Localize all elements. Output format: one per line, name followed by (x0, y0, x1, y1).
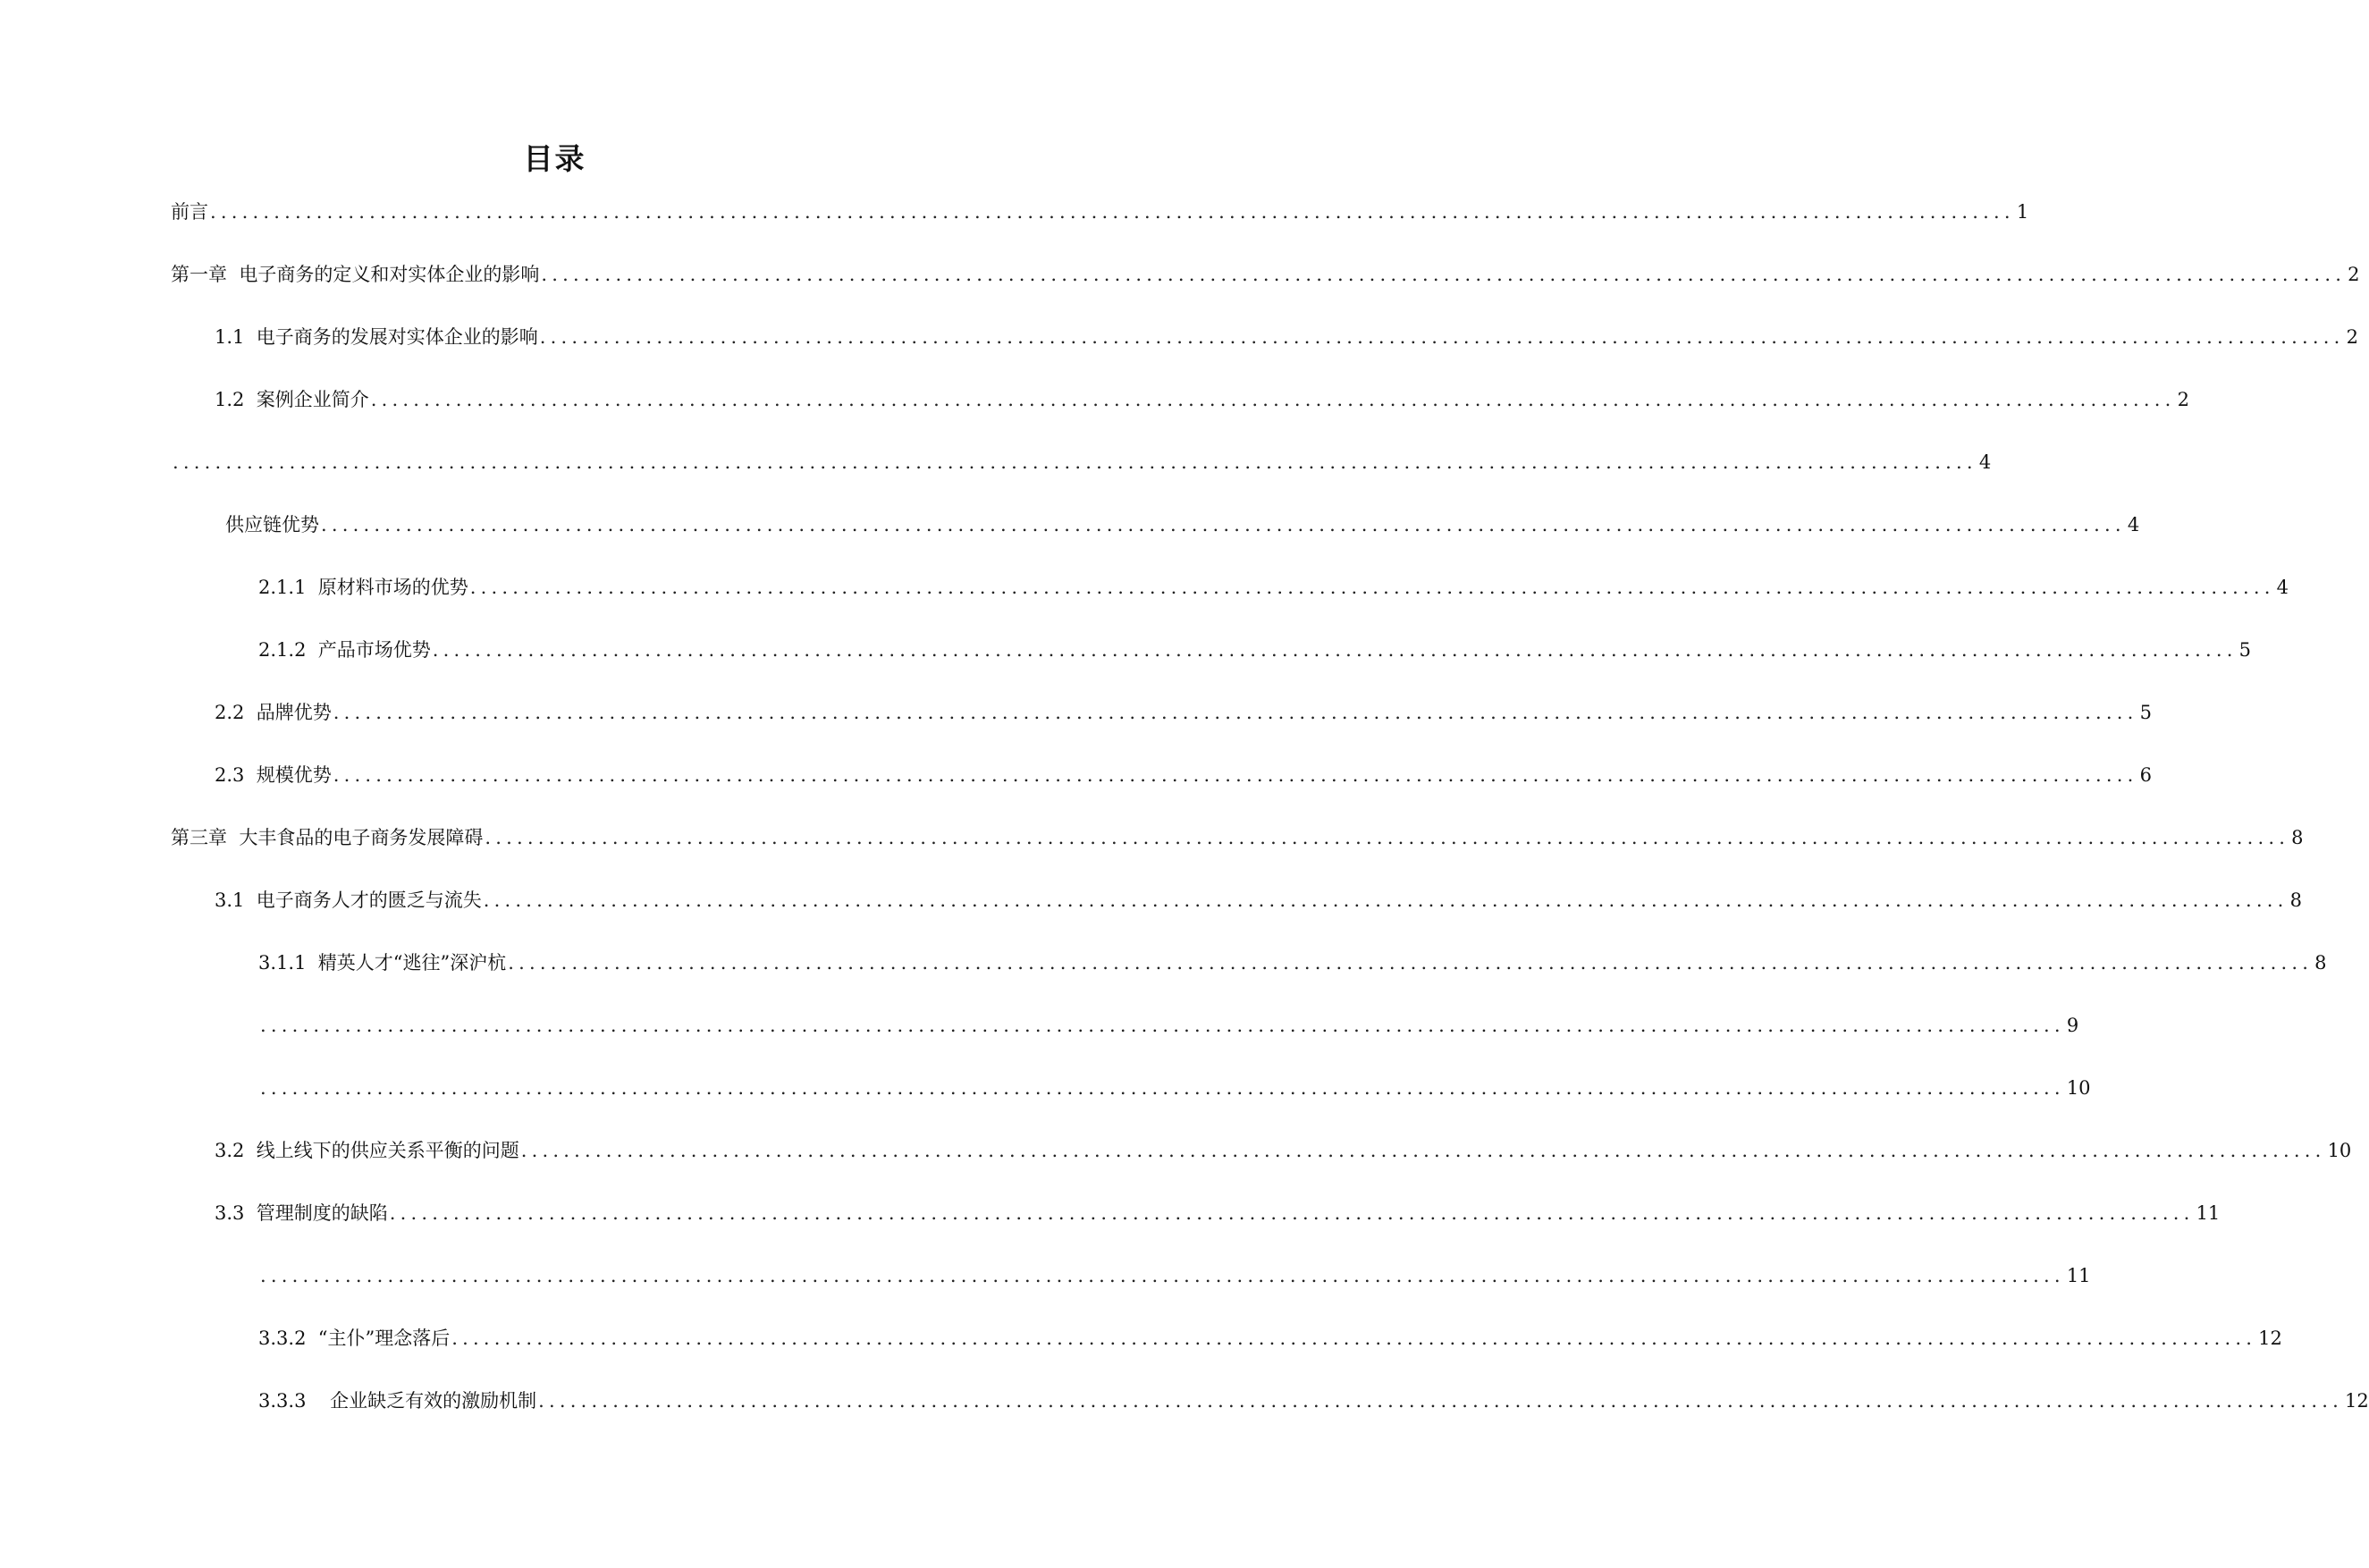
toc-dot-leader: .......................................................................................................................................................................... (333, 764, 2138, 786)
toc-dot-leader: .......................................................................................................................................................................... (260, 1265, 2065, 1286)
toc-page-number: 6 (2139, 764, 2152, 786)
toc-dot-leader: .......................................................................................................................................................................... (321, 514, 2126, 535)
toc-entry[interactable] (0, 824, 2304, 887)
toc-page-number: 2 (2348, 264, 2360, 285)
toc-entry[interactable] (0, 949, 2327, 1012)
toc-dot-leader: .......................................................................................................................................................................... (432, 639, 2238, 661)
toc-page-number: 8 (2291, 827, 2304, 848)
toc-entry-title: 1.2 案例企业简介 (215, 389, 369, 410)
toc-entry[interactable] (0, 1012, 2079, 1075)
toc-dot-leader: .......................................................................................................................................................................... (210, 201, 2015, 223)
toc-title: 目录 (523, 141, 586, 176)
toc-entry[interactable] (0, 636, 2251, 699)
toc-page-number: 5 (2139, 702, 2152, 723)
toc-entry-title: 第一章 电子商务的定义和对实体企业的影响 (171, 264, 540, 285)
toc-entry-title: 前言 (171, 201, 208, 223)
toc-entry[interactable] (0, 1262, 2091, 1325)
toc-dot-leader: .......................................................................................................................................................................... (485, 827, 2290, 848)
toc-entry[interactable] (0, 511, 2140, 574)
toc-page-number: 10 (2327, 1140, 2352, 1161)
toc-page-number: 2 (2177, 389, 2189, 410)
toc-entry-title: 3.3.2 “主仆”理念落后 (258, 1328, 451, 1349)
toc-page-number: 4 (2127, 514, 2140, 535)
toc-entry-title: 第三章 大丰食品的电子商务发展障碍 (171, 827, 484, 848)
toc-dot-leader: .......................................................................................................................................................................... (333, 702, 2138, 723)
toc-entry-title: 3.1.1 精英人才“逃往”深沪杭 (258, 952, 507, 974)
toc-entry-title: 2.3 规模优势 (215, 764, 332, 786)
toc-dot-leader: .......................................................................................................................................................................... (541, 264, 2347, 285)
toc-dot-leader: .......................................................................................................................................................................... (538, 1390, 2343, 1412)
toc-entry[interactable] (0, 699, 2152, 762)
toc-dot-leader: .......................................................................................................................................................................... (539, 326, 2345, 348)
toc-entry[interactable] (0, 1137, 2352, 1200)
toc-entry[interactable] (0, 261, 2360, 324)
toc-page-number: 12 (2344, 1390, 2369, 1412)
toc-page-number: 2 (2346, 326, 2358, 348)
toc-dot-leader: .......................................................................................................................................................................... (483, 889, 2289, 911)
toc-entry-title: 3.2 线上线下的供应关系平衡的问题 (215, 1140, 519, 1161)
toc-entry[interactable] (0, 386, 2189, 449)
toc-dot-leader: .......................................................................................................................................................................... (260, 1015, 2065, 1036)
toc-entry[interactable] (0, 1325, 2282, 1387)
toc-page-number: 5 (2238, 639, 2251, 661)
toc-entry[interactable] (0, 324, 2358, 386)
toc-entry-title: 3.3 管理制度的缺陷 (215, 1202, 388, 1224)
toc-page-number: 4 (1978, 451, 1992, 473)
toc-entry[interactable] (0, 198, 2029, 261)
toc-entry-title: 2.1.2 产品市场优势 (258, 639, 431, 661)
toc-entry-title: 2.2 品牌优势 (215, 702, 332, 723)
toc-entry-title: 2.1.1 原材料市场的优势 (258, 577, 468, 598)
toc-page-number: 8 (2289, 889, 2302, 911)
toc-entry-title: 3.3.3 企业缺乏有效的激励机制 (258, 1390, 537, 1412)
toc-dot-leader: .......................................................................................................................................................................... (520, 1140, 2326, 1161)
toc-dot-leader: .......................................................................................................................................................................... (451, 1328, 2257, 1349)
toc-page-number: 8 (2314, 952, 2327, 974)
toc-dot-leader: .......................................................................................................................................................................... (389, 1202, 2195, 1224)
toc-entry-title: 1.1 电子商务的发展对实体企业的影响 (215, 326, 538, 348)
toc-page-number: 1 (2016, 201, 2029, 223)
toc-page-number: 9 (2066, 1015, 2079, 1036)
toc-entry[interactable] (0, 1200, 2221, 1262)
table-of-contents (0, 198, 2369, 1450)
toc-dot-leader: .......................................................................................................................................................................... (508, 952, 2314, 974)
toc-dot-leader: .......................................................................................................................................................................... (469, 577, 2275, 598)
toc-entry-title: 供应链优势 (225, 514, 319, 535)
toc-page-number: 11 (2196, 1202, 2221, 1224)
toc-dot-leader: .......................................................................................................................................................................... (173, 451, 1977, 473)
toc-entry[interactable] (0, 887, 2302, 949)
toc-entry[interactable] (0, 574, 2289, 636)
toc-entry[interactable] (0, 1075, 2091, 1137)
toc-page-number: 11 (2066, 1265, 2091, 1286)
toc-dot-leader: .......................................................................................................................................................................... (260, 1077, 2065, 1099)
toc-page-number: 4 (2276, 577, 2289, 598)
toc-entry-title: 3.1 电子商务人才的匮乏与流失 (215, 889, 482, 911)
toc-entry[interactable] (0, 1387, 2369, 1450)
toc-page-number: 12 (2258, 1328, 2282, 1349)
toc-entry[interactable] (0, 762, 2152, 824)
toc-entry[interactable] (0, 449, 1992, 511)
toc-page-number: 10 (2066, 1077, 2091, 1099)
toc-dot-leader: .......................................................................................................................................................................... (370, 389, 2176, 410)
